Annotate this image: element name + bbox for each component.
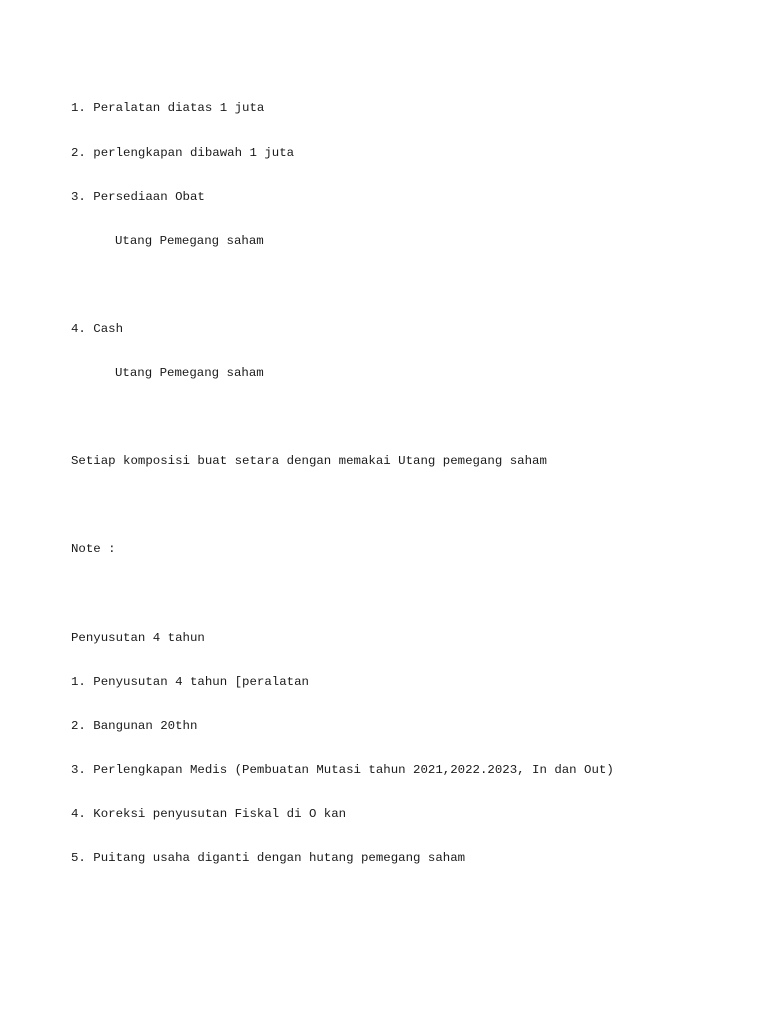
note-item: 4. Koreksi penyusutan Fiskal di O kan [71, 806, 347, 821]
blank-line [71, 586, 751, 601]
note-item: 5. Puitang usaha diganti dengan hutang pemegang saham [71, 851, 466, 865]
list-sub-item: Utang Pemegang saham [115, 233, 264, 248]
blank-line [71, 498, 751, 513]
note-item: 2. Bangunan 20thn [71, 718, 198, 733]
list-item: 3. Persediaan Obat [71, 189, 205, 204]
document-text [71, 72, 751, 895]
blank-line [71, 410, 751, 425]
list-item: 2. perlengkapan dibawah 1 juta [71, 145, 295, 160]
list-sub-item: Utang Pemegang saham [115, 365, 264, 380]
instruction-text: Setiap komposisi buat setara dengan memakai Utang pemegang saham [71, 454, 547, 469]
note-heading: Penyusutan 4 tahun [71, 630, 205, 645]
note-label: Note : [71, 542, 116, 557]
note-item: 3. Perlengkapan Medis (Pembuatan Mutasi tahun 2021,2022.2023, In dan Out) [71, 762, 614, 777]
list-item: 4. Cash [71, 321, 124, 336]
blank-line [71, 278, 751, 293]
note-item: 1. Penyusutan 4 tahun [peralatan [71, 674, 309, 689]
list-item: 1. Peralatan diatas 1 juta [71, 101, 265, 116]
